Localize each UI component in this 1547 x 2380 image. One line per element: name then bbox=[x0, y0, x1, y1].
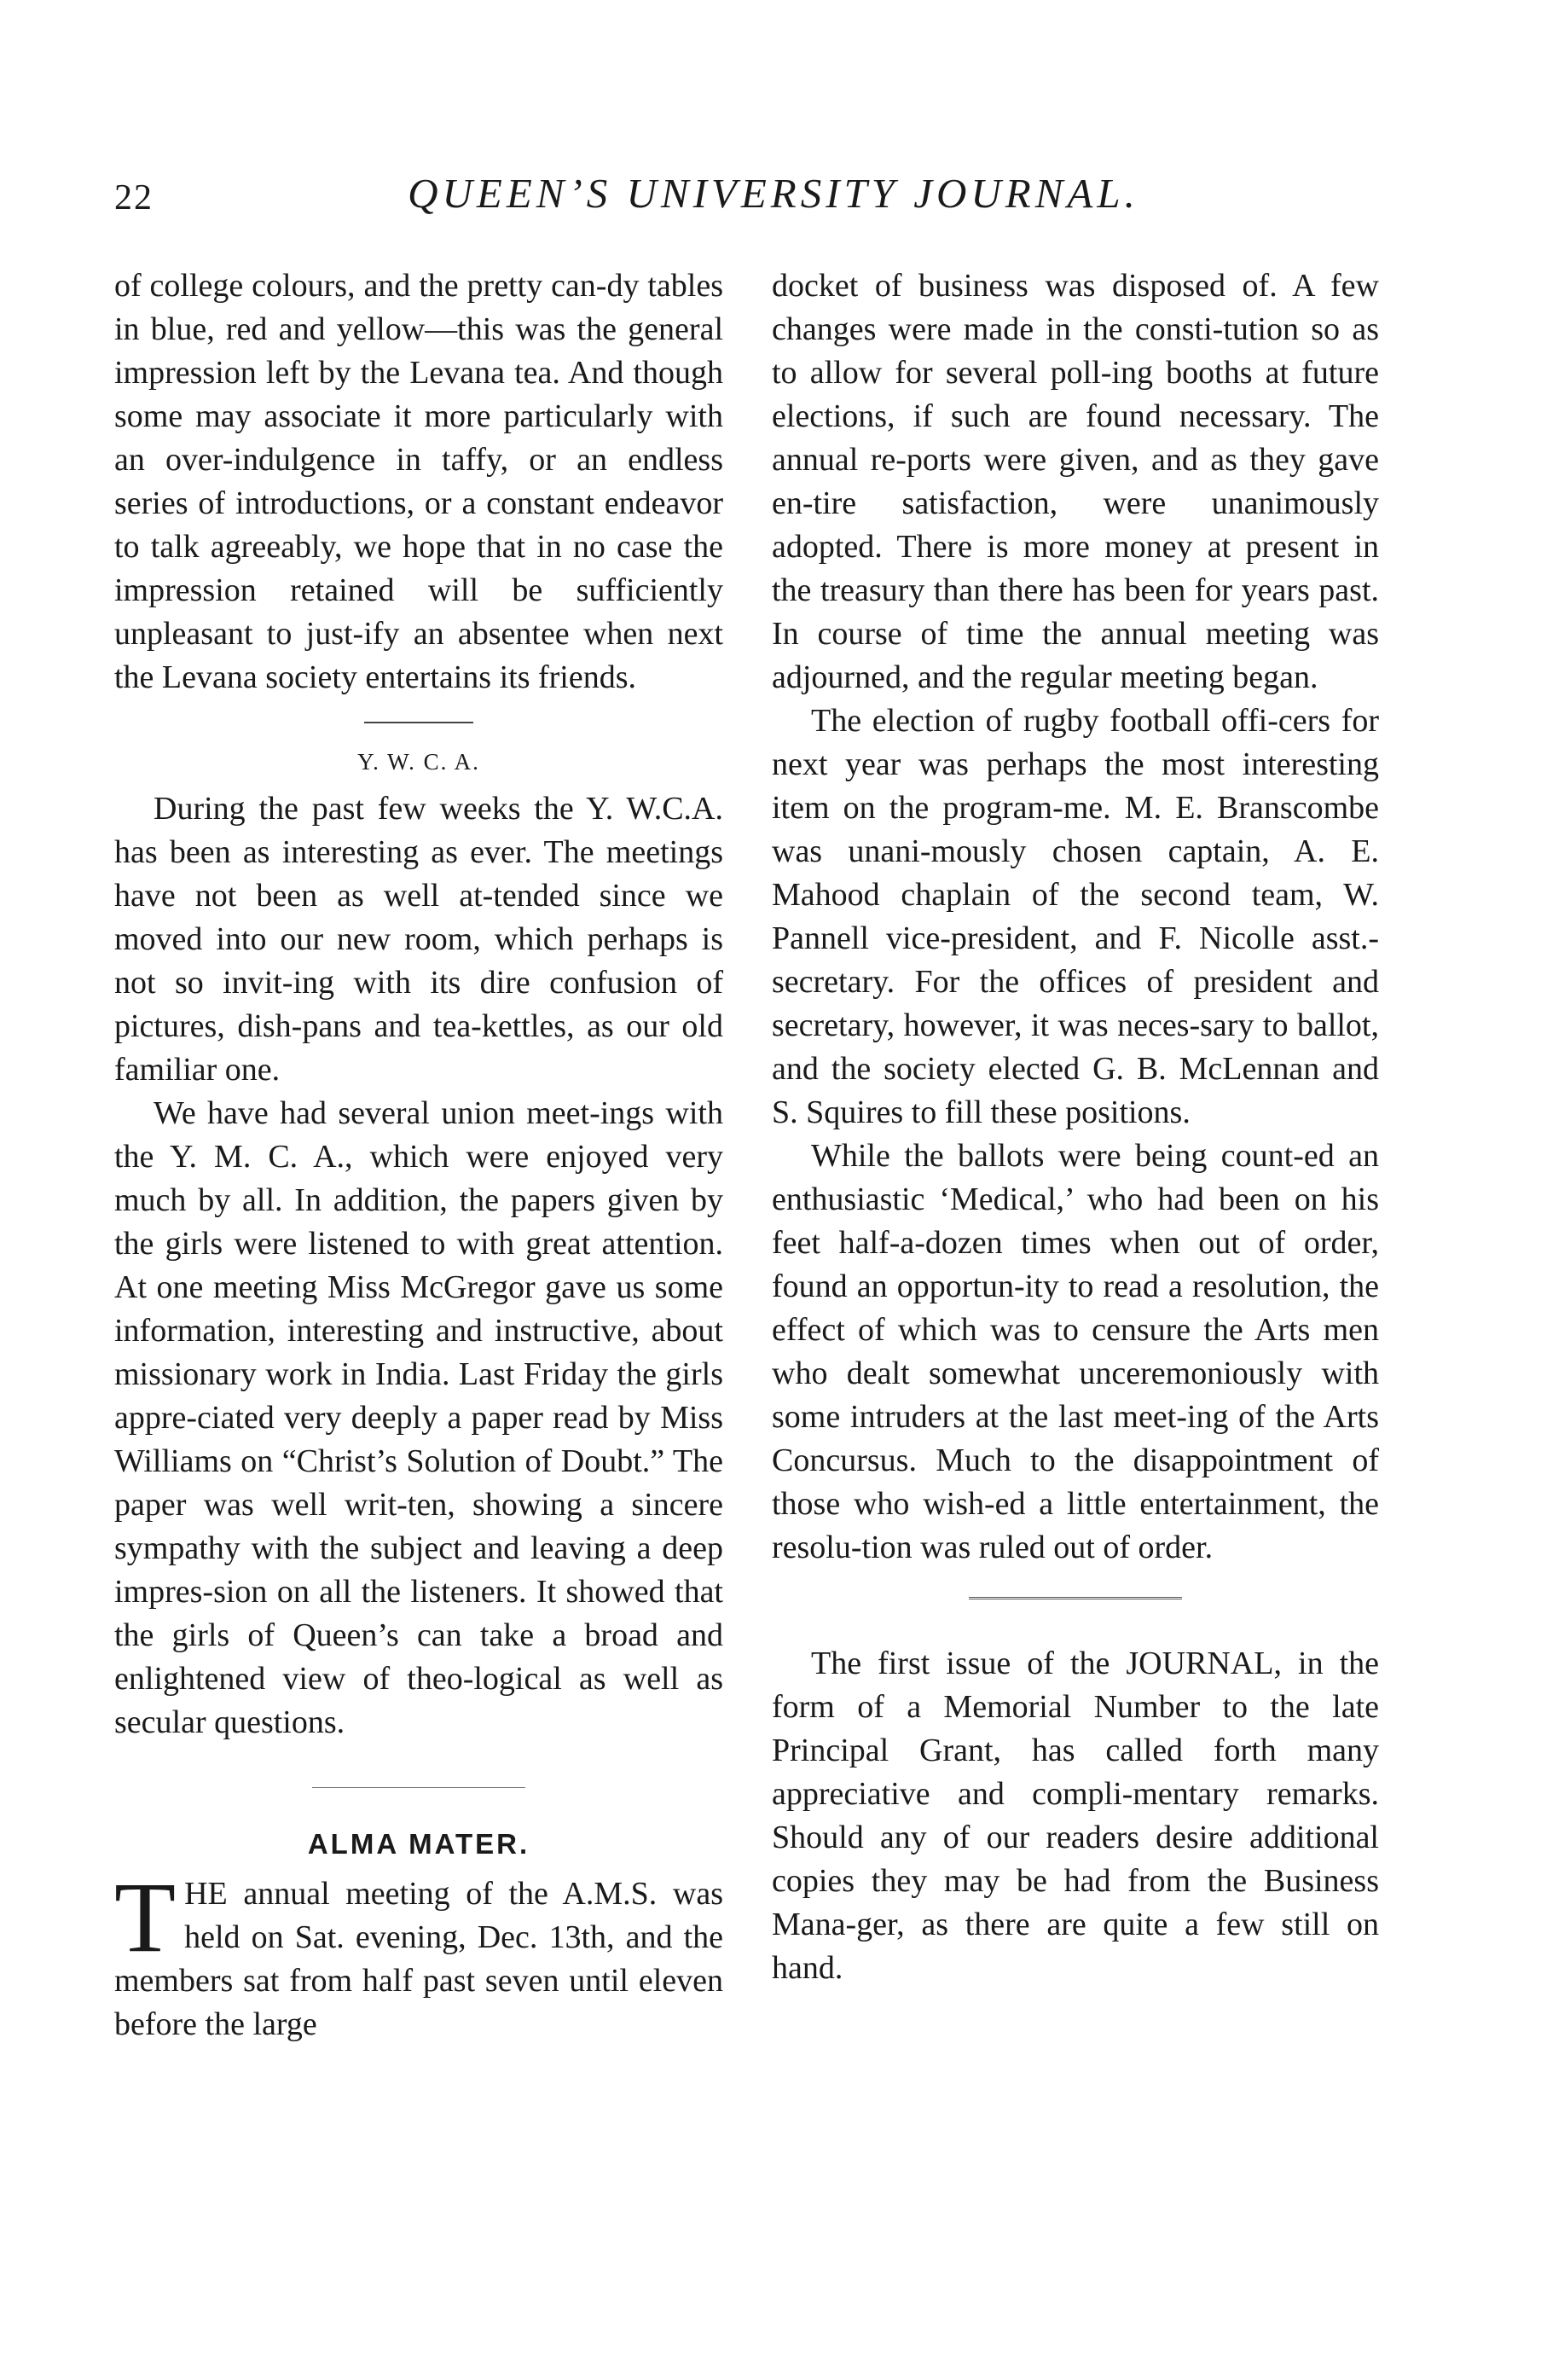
journal-notice-paragraph: The first issue of the JOURNAL, in the form of a Memorial Number to the late Principal Grant, has called forth many appreciative and compli-mentary remarks. Should any of our readers desire additional copies they may be had from the Business Mana-ger, as there are quite a few still on hand. bbox=[772, 1646, 1379, 1986]
page-number: 22 bbox=[114, 178, 154, 218]
rugby-election-paragraph: The election of rugby football offi-cers for next year was perhaps the most interesting item on the program-me. M. E. Branscombe was unani-mously chosen captain, A. E. Mahood chaplain of the second team, W. Pannell vice-president, and F. Nicolle asst.-secretary. For the offices of president and secretary, however, it was neces-sary to ballot, and the society elected G. B. McLennan and S. Squires to fill these positions. bbox=[772, 703, 1379, 1130]
ballots-paragraph: While the ballots were being count-ed an enthusiastic ‘Medical,’ who had been on his feet half-a-dozen times when out of order, found an opportun-ity to read a resolution, the effect of which was to censure the Arts men who dealt somewhat unceremoniously with some intruders at the last meet-ing of the Arts Concursus. Much to the disappointment of those who wish-ed a little entertainment, the resolu-tion was ruled out of order. bbox=[772, 1138, 1379, 1565]
section-divider bbox=[364, 722, 473, 723]
alma-mater-heading: ALMA MATER. bbox=[307, 1828, 530, 1860]
alma-mater-continued-paragraph: docket of business was disposed of. A few changes were made in the consti-tution so as to allow for several poll-ing booths at future elections, if such are found necessary. The annual re-ports were given, and as they gave en-tire satisfaction, were unanimously adopted. There is more money at present in the treasury than there has been for years past. In course of time the annual meeting was adjourned, and the regular meeting began. bbox=[772, 268, 1379, 695]
running-title: QUEEN’S UNIVERSITY JOURNAL. bbox=[408, 170, 1139, 217]
alma-mater-paragraph bbox=[114, 1861, 723, 2046]
right-column bbox=[772, 264, 1379, 1990]
ywca-paragraph-1: During the past few weeks the Y. W.C.A. has been as interesting as ever. The meetings have not been as well at-tended since we moved into our new room, which perhaps is not so invit-ing with its dire confusion of pictures, dish-pans and tea-kettles, as our old familiar one. bbox=[114, 791, 723, 1088]
alma-mater-text: HE annual meeting of the A.M.S. was held on Sat. evening, Dec. 13th, and the members sat from half past seven until eleven before the large bbox=[114, 1876, 723, 2042]
ywca-paragraph-2: We have had several union meet-ings with the Y. M. C. A., which were enjoyed very much by all. In addition, the papers given by the girls were listened to with great attention. At one meeting Miss McGregor gave us some information, interesting and instructive, about missionary work in India. Last Friday the girls appre-ciated very deeply a paper read by Miss Williams on “Christ’s Solution of Doubt.” The paper was well writ-ten, showing a sincere sympathy with the subject and leaving a deep impres-sion on all the listeners. It showed that the girls of Queen’s can take a broad and enlightened view of theo-logical as well as secular questions. bbox=[114, 1095, 723, 1740]
ywca-heading: Y. W. C. A. bbox=[357, 749, 480, 775]
left-column bbox=[114, 264, 723, 2046]
drop-cap: T bbox=[114, 1861, 177, 1973]
section-divider bbox=[312, 1787, 525, 1788]
section-divider bbox=[969, 1597, 1182, 1599]
levana-paragraph: of college colours, and the pretty can-dy tables in blue, red and yellow—this was the general impression left by the Levana tea. And though some may associate it more particularly with an over-indulgence in taffy, or an endless series of introductions, or a constant endeavor to talk agreeably, we hope that in no case the impression retained will be sufficiently unpleasant to just-ify an absentee when next the Levana society entertains its friends. bbox=[114, 268, 723, 695]
